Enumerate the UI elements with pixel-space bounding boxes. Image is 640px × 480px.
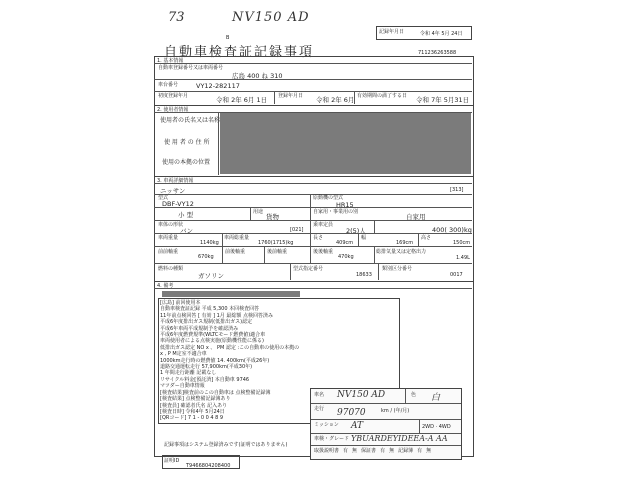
load-value: 400( 300)kg — [432, 226, 472, 234]
note-line: 道路交通運転走行 57,900km(平成30年) — [160, 364, 253, 371]
note-grade-value: YBUARDEYIDEEA-A AA — [351, 434, 448, 443]
reg-date-label: 登録年月日 — [278, 93, 304, 99]
width-label: 幅 — [361, 235, 367, 241]
gross-weight-label: 車両総重量 — [224, 235, 250, 241]
note-line: [QRコード] 7 1 - 0 0 4 8 9 — [160, 415, 224, 422]
certificate-id-value: T9466804208400 — [186, 463, 231, 469]
note-line: 1 年間走行距離 記載なし — [160, 370, 217, 377]
note-mileage-unit: km / (年/月) — [381, 408, 410, 414]
designation-label: 型式指定番号 — [293, 266, 324, 272]
note-color-label: 色 — [411, 392, 417, 398]
section-vehicle-label: 3. 車両詳細情報 — [157, 178, 194, 184]
vin-value: VY12-282117 — [196, 82, 240, 90]
certificate-id-label: 証明ID — [164, 458, 180, 464]
purpose-label: 自家用・事業用の別 — [313, 209, 359, 215]
handwritten-number: 73 — [168, 10, 185, 25]
use-label: 用途 — [253, 209, 264, 215]
height-value: 150cm — [453, 240, 471, 246]
shape-label: 車体の形状 — [158, 222, 184, 228]
shape-value: バン — [180, 227, 193, 235]
issue-date-value: 令和 4年 5月 24日 — [420, 31, 463, 37]
note-line: [検査結果]検査前のこの自動車は 点検整備記録簿 — [160, 389, 271, 396]
section-notes-label: 4. 備考 — [157, 283, 174, 289]
first-reg-label: 初度登録年月 — [158, 93, 189, 99]
maker-code: [313] — [450, 187, 464, 193]
section-basic-label: 1. 基本情報 — [157, 58, 184, 64]
note-line: [広島] 前回使用本 — [160, 300, 201, 306]
reg-number-value: 広島 400 ね 310 — [232, 72, 283, 80]
capacity-value: 2(5)人 — [346, 227, 366, 235]
note-line: マツダー自動車情報 — [160, 383, 205, 390]
note-mileage-label: 走行 — [314, 406, 325, 412]
note-line: 車両使用者による点検実施(原動機性能に係る) — [160, 338, 264, 345]
section-user-label: 2. 使用者情報 — [157, 107, 189, 113]
note-check-item: 取扱説明書 — [314, 448, 340, 454]
sales-sticky-note — [310, 388, 462, 460]
note-document-checks — [314, 448, 435, 454]
length-value: 409cm — [336, 240, 354, 246]
displacement-value: 1.49L — [456, 255, 470, 261]
note-mileage-value: 97070 — [337, 408, 366, 418]
note-line: [検査員] 確認者氏名 記入あり — [160, 402, 228, 409]
note-line: リサイクル料金[預託済] 本自動車 9746 — [160, 376, 250, 383]
weight-label: 車両重量 — [158, 235, 179, 241]
weight-value: 1140kg — [200, 240, 219, 246]
document-title: 自動車検査証記録事項 — [164, 45, 315, 60]
category-label: 類別区分番号 — [382, 266, 413, 272]
use-value: 貨物 — [266, 213, 279, 221]
rear-rear-axle-label: 後後軸重 — [313, 249, 334, 255]
note-line: 1000km走行時の燃費値 14. 400km(平成26年) — [160, 357, 270, 364]
model-value: DBF-VY12 — [162, 200, 194, 208]
shape-code: [021] — [290, 227, 304, 233]
note-check-item: 有 — [343, 448, 349, 454]
first-reg-value: 令和 2年 6月 1日 — [216, 96, 268, 104]
base-location-label: 使用の本拠の位置 — [162, 159, 211, 166]
note-check-item: 保証書 — [361, 448, 377, 454]
front-rear-axle-label: 前後軸重 — [225, 249, 246, 255]
purpose-value: 自家用 — [406, 213, 426, 221]
note-check-item: 有 — [417, 448, 423, 454]
gross-weight-value: 1760(1715)kg — [258, 240, 294, 246]
class-value: 小 型 — [178, 211, 194, 219]
note-car-value: NV150 AD — [337, 390, 386, 400]
rear-rear-axle-value: 470kg — [338, 254, 354, 260]
handwritten-model: NV150 AD — [232, 10, 310, 25]
redacted-note-line — [162, 291, 300, 297]
expiry-value: 令和 7年 5月31日 — [416, 96, 470, 104]
note-check-item: 有 — [380, 448, 386, 454]
expiry-label: 有効期間の満了する日 — [357, 93, 408, 99]
fuel-value: ガソリン — [198, 272, 224, 280]
fuel-label: 燃料の種類 — [158, 266, 184, 272]
front-front-axle-value: 670kg — [198, 254, 214, 260]
reg-number-label: 自動車登録番号又は車両番号 — [158, 65, 224, 71]
maker-value: ニッサン — [160, 187, 186, 195]
note-drive-value: 2WD · 4WD — [422, 424, 451, 430]
note-grade-label: 車検・グレード — [314, 436, 350, 442]
note-line: 11年前点検回答 [ 有効 ] 1月 最総額 点検回答済み — [160, 312, 273, 319]
reg-date-value: 令和 2年 6月 — [316, 96, 355, 104]
note-line: [検査結果] 点検整備記録簿あり — [160, 396, 231, 403]
engine-label: 原動機の型式 — [313, 195, 344, 201]
capacity-label: 乗車定員 — [313, 222, 334, 228]
note-line: 平成6年度排出ガス規制(低排出ガス)認定 — [160, 319, 253, 326]
note-line: 平成6年度燃費規準(WLTCモード燃費値)適合車 — [160, 332, 266, 339]
note-check-item: 記録簿 — [398, 448, 414, 454]
height-label: 高さ — [421, 235, 432, 241]
note-transmission-label: ミッション — [314, 422, 339, 428]
note-line: 平成6年車両平成規制予を確認済み — [160, 325, 239, 332]
note-car-label: 車名 — [314, 392, 325, 398]
engine-value: HR15 — [336, 201, 354, 209]
model-label: 型式 — [158, 195, 169, 201]
document-number: 711236263588 — [418, 50, 457, 56]
footer-note: 記録事項はシステム登録済みです(証明ではありません) — [164, 442, 288, 448]
front-front-axle-label: 前前軸重 — [158, 249, 179, 255]
note-check-item: 無 — [352, 448, 358, 454]
user-name-label: 使用者の氏名又は名称 — [160, 117, 221, 124]
user-address-label: 使 用 者 の 住 所 — [164, 139, 210, 146]
length-label: 長さ — [313, 235, 324, 241]
header-small-mark: B — [226, 35, 230, 41]
note-color-value: 白 — [431, 393, 441, 403]
note-check-item: 無 — [389, 448, 395, 454]
note-check-item: 無 — [426, 448, 432, 454]
note-line: [検査日時] 令和4年 5月24日 — [160, 408, 225, 415]
category-value: 0017 — [450, 272, 463, 278]
designation-value: 18633 — [356, 272, 372, 278]
issue-date-label: 記録年月日 — [379, 29, 405, 35]
note-line: 低排出ガス認定 NO x 、 PM 認定 :この自動車の使用の本拠の — [160, 344, 300, 351]
note-line: x , P M定室不適合車 — [160, 351, 207, 358]
note-transmission-value: AT — [351, 421, 364, 431]
width-value: 169cm — [396, 240, 414, 246]
displacement-label: 総排気量又は定格出力 — [376, 249, 427, 255]
redacted-user-info — [220, 113, 471, 174]
vin-label: 車台番号 — [158, 82, 179, 88]
note-line: 自動車検査証記録 平成 5,300 本回検査回答 — [160, 306, 260, 313]
rear-front-axle-label: 後前軸重 — [267, 249, 288, 255]
